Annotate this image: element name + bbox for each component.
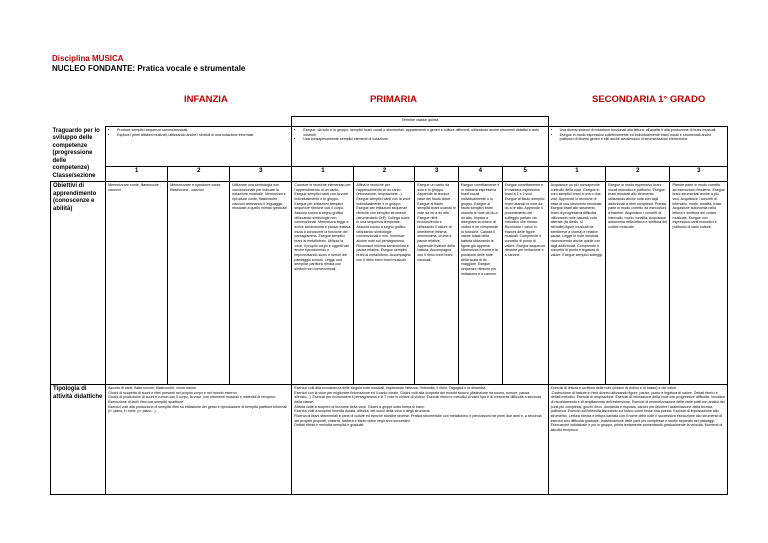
- discipline-title: Disciplina MUSICA: [52, 54, 124, 63]
- traguardi-secondaria: • Usa diversi sistemi di notazione funzionali alla lettura, all'analisi e alla produzione di brani musicali. • Esegue in modo espressivo collettivamente ed individualmente brani vocali e strumentali anche polifonici di diversi generi e stili anche avvalendosi di strumentazioni elettroniche.: [548, 127, 727, 167]
- obiettivi-sec-2: Esegue in modo espressivo brani vocali monodici e polifonici. Esegue brani musicali allo strumento utilizzando anche note con tagli addizionali e ritmi complessi. Prende parte in modo corretto ad esecuzioni d'insieme. Acquisisce i concetti di intervallo, modo, tonalità. Acquisisce autonomia nella lettura e scrittura del codice musicale.: [606, 182, 670, 385]
- traguardi-primaria: • Esegue, da solo e in gruppo, semplici brani vocali o strumentali, appartenenti a generi e culture differenti, utilizzando anche strumenti didattici e auto costruiti • Usa consapevolmente semplici elementi di notazione.: [292, 127, 548, 167]
- class-sec-1: 1: [548, 167, 605, 182]
- obiettivi-pri-1: Conosce le tecniche elementari per l'apprendimento di un canto. Esegue semplici canti con la voce individualmente e in gruppo. Esegue per imitazioni semplici sequenze ritmiche con il corpo. Associa suono a segno grafico utilizzando simbologie non convenzionali. Memorizza legge e scrive semiminima e pausa relativa. Inizia a conoscere la funzione del pentagramma. Esegue semplici brani al metallofono. Utilizza la voce, il proprio corpo e oggetti vari anche riproducendo e improvvisando suoni e rumori del paesaggio sonoro. Legge una semplice partitura ritmica con simboli non convenzionali.: [292, 182, 354, 385]
- class-pri-1: 1: [292, 167, 354, 182]
- class-inf-2: 2: [168, 167, 230, 182]
- class-sec-2: 2: [606, 167, 670, 182]
- term-label: Termine classe quinta: [292, 117, 548, 127]
- obiettivi-inf-1: Memorizzare conte, filastrocche , canzoni: [106, 182, 168, 385]
- class-inf-3: 3: [230, 167, 292, 182]
- tipologia-infanzia: Ascolto di canti, fiabe sonore, filastrocche, ninne nanne Giochi di scoperta di suoni e ritmi presenti nel proprio corpo e nel mondo esterno Giochi di produzione di suoni e rumori con il corpo, la voce, con strumenti musicali e materiali di recupero Esecuzione di facili ritmi con semplici spartiture Esercizi volti alla produzione di semplici ritmi su imitazione del gesto e riproduzione di semplici partiture informali (f= piano, f= forte, p= piano...).: [106, 385, 292, 495]
- tipologia-primaria: Esercizi volti alla conoscenza delle singole note musicali, esplorando l'altezza, l'intensità, il ritmo, l'agogica e la dinamica. Esercizi con la voce per migliorare l'intonazione ed il canto corale. Giochi volti alla scoperta del mondo sonoro (distinzione tra suono, rumore, pausa, silenzio...). Esercizi per riconoscere il pentagramma e le 7 note in chiave di violino. Esercizi ritmici e melodici di vario tipo e di crescente difficoltà a seconda della classe. Attività volte a scoprire la funzione della voce. Giochi a gruppi sotto forma di banc. Esercizi volti a scoprire innerità durata, altezza, dei suoni della voce e degli strumenti. Ricerca di brani strumentali e canti di culture ed epoche storiche diverse. Pratica strumentale con metallofono e percussioni nei primi due anni e, a seconda dei progetti proposti, chitarra, tastiera e flauto dolce negli anni successivi. Dettati ritmici e melodici semplici e graduati.: [292, 385, 548, 495]
- obiettivi-pri-4: Esegue correttamente e in maniera espressiva brani vocali individualmente o in gruppo. Esegue al flauto semplici brani usando le note da do a do alto. Impara a disegnare la chiave di violino e ne comprende la funzione. Calcola il valore totale della battuta utilizzando le figure già apprese. Memorizza il nome e la posizione delle note della scala di do maggiore. Esegue sequenze ritmiche per imitazione e a canone.: [458, 182, 502, 385]
- obiettivi-inf-3: Utilizzare una simbologia non convenzionale per indicare la notazione musicale. Memorizza e riproduce conte, filastrocche , canzoni abbinando il linguaggio musicale a quello mimico gestuale: [230, 182, 292, 385]
- class-pri-3: 3: [415, 167, 459, 182]
- obiettivi-pri-2: Affina le tecniche per l'apprendimento di un canto (intonazione, respirazione...). Esegue semplici canti con la voce individualmente e in gruppo. Esegue per imitazioni sequenze ritmiche con semplici strumenti (strumentario Orff). Collega suoni in una sequenza temporale. Associa suono a segno grafico utilizzando simbologie convenzionali e non. Inserisce alcune note sul pentagramma. Riconosce minima semiminima e pause relative. Esegue semplici brani al metallofono. Accompagna con il ritmo brevi brani musicali.: [354, 182, 415, 385]
- traguardi-infanzia: • Produce semplici sequenze sonoro-musicali. • Esplora i primi alfabeti musicali, utilizzando anche i simboli di una notazione informale.: [106, 127, 292, 167]
- class-sec-3: 3: [670, 167, 728, 182]
- tipologia-secondaria: Esercizi di lettura e scrittura delle note (chiave di violino e di basso) e dei valori .Costruzione di battute in ritmi diversi utilizzando figure, pause, punto e legatura di valore. Dettati ritmici e dettati melodici. Esercizi di respirazione. Esercizi di intonazione della voce con progressive difficoltà. Vocalizzi di riscaldamento e di ampliamento dell'estensione. Esercizi di memorizzazione delle varie parti con analisi dei punti più complessi, giochi d'eco ,domanda e risposta, canoni per favorire l'assimilazione della tecnica polifonica .Esercizi sull'intensità lavorando sul brano come fosse una poesia. Esercizi di impostazione allo strumento. Lettura ritmica e lettura cantata con il nome delle note e successiva esecuzione allo strumento di esercizi con difficoltà graduale. Individuazione delle parti più complesse e studio separato dei passaggi. Esecuzione individuale e poi in gruppo, prima lentamente aumentando gradualmente la velocità. Momenti di ascolto reciproco.: [548, 385, 727, 495]
- obiettivi-inf-2: Memorizzare e riprodurre conte, filastrocche , canzoni: [168, 182, 230, 385]
- class-pri-2: 2: [354, 167, 415, 182]
- obiettivi-pri-3: Esegue un canto da solo e in gruppo. Apprende la tecnica base del flauto dolce. Esegue al flauto semplici brani usando le note da mi a do alto. Esegue ritmi riconoscendo e utilizzando il valore di: semibreve,minima, semiminima, croma e pause relative. Apprende il valore della battuta. Accompagna con il ritmo brevi brani musicali.: [415, 182, 459, 385]
- section-infanzia: INFANZIA: [184, 94, 228, 105]
- obiettivi-pri-5: Esegue correttamente e in maniera espressiva brani a 1 e 2 voci. Esegue al flauto semplici brani usando le note da do a re alto. Apprende il procedimento del solfeggio parlato via melodico che ritmico. Riconosce i valori in frazioni delle figure musicali. Comprende il concetto di punto di valore. Esegue sequenze ritmiche per imitazione e a canone.: [502, 182, 548, 385]
- label-tipologia: Tipologia di attività didattiche: [51, 385, 106, 495]
- curriculum-table: [50, 116, 728, 495]
- label-obiettivi: Obiettivi di apprendimento (conoscenze e abilità): [51, 182, 106, 385]
- class-pri-4: 4: [458, 167, 502, 182]
- class-inf-1: 1: [106, 167, 168, 182]
- nucleus-title: NUCLEO FONDANTE: Pratica vocale e strumentale: [52, 64, 246, 73]
- obiettivi-sec-1: Acquisisce un più consapevole controllo della voce. Esegue in coro semplici brani a una o due voci. Apprende le tecniche di base di uno strumento musicale. Esegue brani allo strumento brani di progressiva difficoltà utilizzando note naturali, note alterate (fa diesis, si bemolle),figure musicali da semibreve a croma) e relative pause. Legge le note musicali riconoscendo anche quelle con tagli addizionali. Comprende il concetto di punto e legatura di valore. Esegue semplici solfeggi.: [548, 182, 605, 385]
- label-traguardo: Traguardo per lo sviluppo delle competenze (progressione delle competenze) Classe/sezione: [52, 127, 100, 179]
- section-primaria: PRIMARIA: [370, 94, 417, 105]
- class-pri-5: 5: [502, 167, 548, 182]
- label-classe: Classe/sezione: [52, 172, 96, 179]
- obiettivi-sec-3: Prende parte in modo corretto ad esecuzioni d'insieme. Esegue brani strumentali anche a più voci. Acquisisce i concetti di intervallo, modo, tonalità, frase. Acquisisce autonomia nella lettura e scrittura del codice musicale. Esegue con espressiva canti monodici e polifonici di vario culture.: [670, 182, 728, 385]
- section-secondaria: SECONDARIA 1° GRADO: [592, 94, 706, 105]
